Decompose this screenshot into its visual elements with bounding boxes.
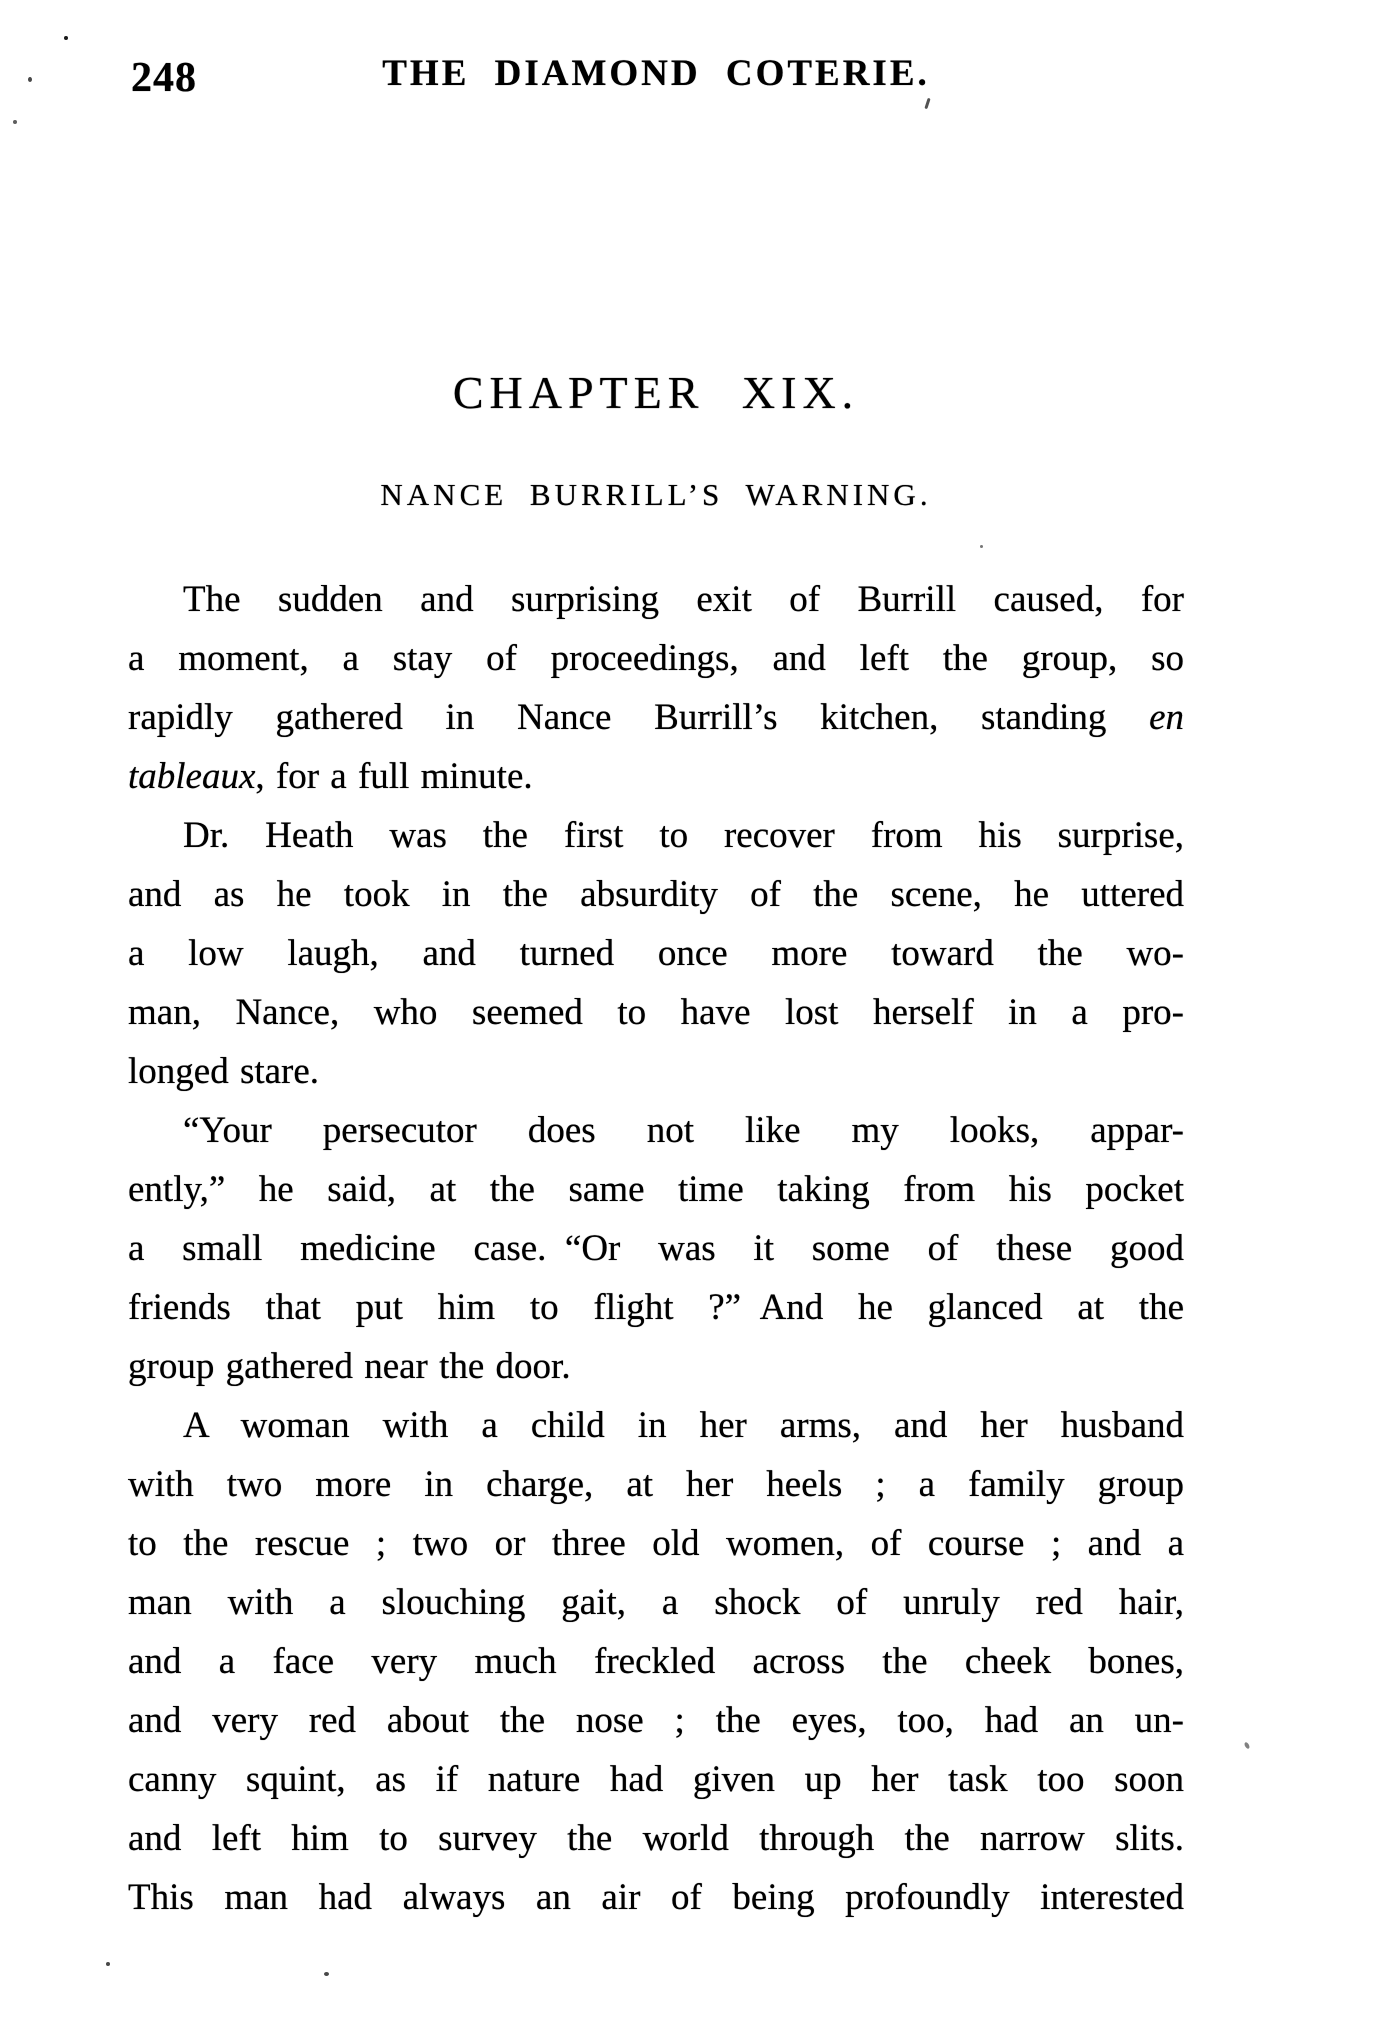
text-line: and a face very much freckled across the cheek bones, — [128, 1641, 1184, 1682]
text-line: and as he took in the absurdity of the scene, he uttered — [128, 874, 1184, 915]
page-number: 248 — [131, 55, 197, 101]
text-line: man with a slouching gait, a shock of unruly red hair, — [128, 1582, 1184, 1623]
chapter-subtitle: NANCE BURRILL’S WARNING. — [380, 477, 932, 512]
text-line: group gathered near the door. — [128, 1346, 571, 1387]
scan-speck — [1244, 1741, 1251, 1749]
text-line: canny squint, as if nature had given up her task too soon — [128, 1759, 1184, 1800]
text-line: to the rescue ; two or three old women, of course ; and a — [128, 1523, 1184, 1564]
text-line: a low laugh, and turned once more toward the wo- — [128, 933, 1184, 974]
scan-speck — [324, 1972, 329, 1976]
text-line: with two more in charge, at her heels ; a family group — [128, 1464, 1184, 1505]
text-line: “Your persecutor does not like my looks, appar- — [183, 1110, 1184, 1151]
body-text — [128, 570, 1184, 1927]
scan-speck — [64, 36, 68, 40]
text-line: a small medicine case. “Or was it some of these good — [128, 1228, 1184, 1269]
text-line: longed stare. — [128, 1051, 320, 1092]
text-line: a moment, a stay of proceedings, and left the group, so — [128, 638, 1184, 679]
text-line: Dr. Heath was the first to recover from his surprise, — [183, 815, 1184, 856]
text-line: rapidly gathered in Nance Burrill’s kitchen, standing en — [128, 697, 1184, 738]
scan-speck — [13, 120, 17, 124]
chapter-heading: CHAPTER XIX. — [452, 367, 860, 418]
text-line: A woman with a child in her arms, and her husband — [183, 1405, 1184, 1446]
scan-speck — [980, 545, 983, 548]
text-line: friends that put him to flight ?” And he glanced at the — [128, 1287, 1184, 1328]
text-line: This man had always an air of being profoundly interested — [128, 1877, 1184, 1918]
text-line: tableaux, for a full minute. — [128, 756, 533, 797]
italic-text: en — [1149, 697, 1184, 738]
running-title: THE DIAMOND COTERIE. — [382, 53, 930, 94]
running-head — [128, 52, 1184, 102]
italic-text: tableaux — [128, 756, 256, 797]
text-line: and very red about the nose ; the eyes, too, had an un- — [128, 1700, 1184, 1741]
text-line: ently,” he said, at the same time taking from his pocket — [128, 1169, 1184, 1210]
scan-speck — [28, 77, 32, 82]
text-line: and left him to survey the world through the narrow slits. — [128, 1818, 1184, 1859]
scan-speck — [106, 1962, 110, 1966]
text-line: The sudden and surprising exit of Burrill caused, for — [183, 579, 1184, 620]
text-line: man, Nance, who seemed to have lost herself in a pro- — [128, 992, 1184, 1033]
